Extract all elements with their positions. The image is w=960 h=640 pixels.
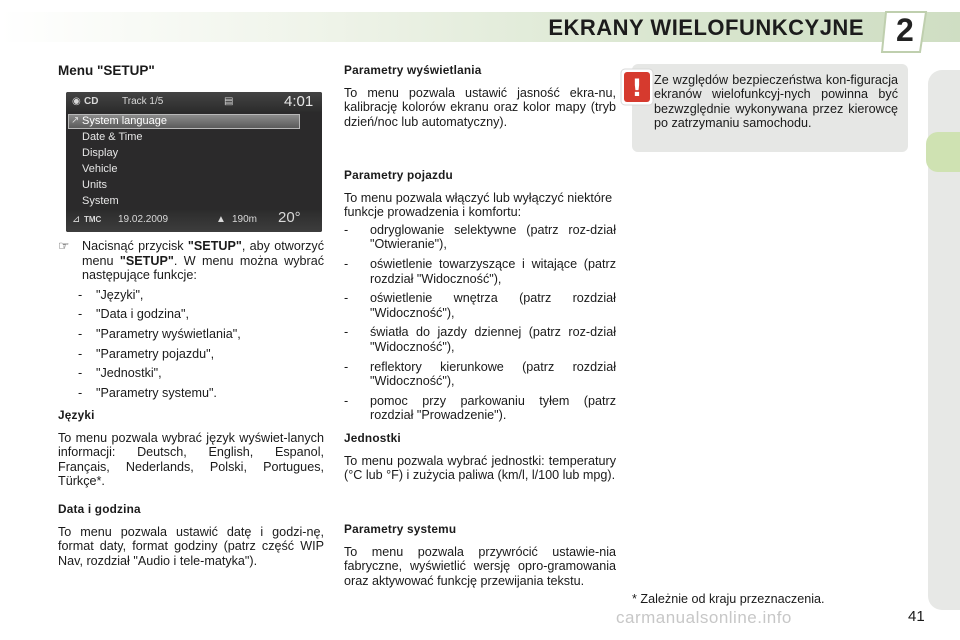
screen-menu-item: System language: [82, 115, 167, 127]
screen-track: Track 1/5: [122, 96, 164, 107]
list-item: - pomoc przy parkowaniu tyłem (patrz rozdział "Prowadzenie").: [344, 394, 616, 423]
list-item: - "Języki",: [78, 288, 324, 303]
screen-arrow-icon: ▲: [216, 214, 226, 225]
list-item: - "Parametry pojazdu",: [78, 347, 324, 362]
list-item: - "Data i godzina",: [78, 307, 324, 322]
vehicle-params-list: [344, 223, 616, 423]
display-params-title: Parametry wyświetlania: [344, 63, 482, 77]
units-text: To menu pozwala wybrać jednostki: temperatury (°C lub °F) i zużycia paliwa (km/l, l/100 lub mpg).: [344, 453, 616, 483]
setup-menu-name: "SETUP": [119, 253, 174, 268]
screen-menu-item: Date & Time: [82, 131, 143, 143]
chapter-side-tab[interactable]: [926, 132, 960, 172]
list-item: - odryglowanie selektywne (patrz roz-dział "Otwieranie"),: [344, 223, 616, 252]
warning-symbol: !: [631, 74, 643, 102]
data-godzina-title: Data i godzina: [58, 502, 141, 516]
screen-source: CD: [84, 96, 99, 107]
vehicle-params-text: To menu pozwala włączyć lub wyłączyć niektóre funkcje prowadzenia i komfortu:: [344, 190, 613, 220]
display-params-section: [344, 63, 616, 129]
warning-exclamation-icon: [620, 68, 654, 106]
system-params-text: To menu pozwala przywrócić ustawie-nia fabryczne, wyświetlić wersję opro-gramowania oraz aktywować funkcję przewijania tekstu.: [344, 544, 616, 588]
intro-text: , aby otworzyć menu: [82, 239, 324, 268]
screen-road-icon: ⊿: [72, 214, 81, 225]
list-item: - oświetlenie wnętrza (patrz rozdział "Widoczność"),: [344, 291, 616, 320]
screen-tmc: TMC: [84, 215, 102, 224]
system-params-title: Parametry systemu: [344, 522, 457, 536]
menu-setup-title: Menu "SETUP": [58, 63, 155, 78]
screen-menu-item: Units: [82, 179, 108, 191]
screen-distance: 190m: [232, 214, 258, 225]
units-section: [344, 431, 616, 483]
data-godzina-text: To menu pozwala ustawić datę i godzi-nę, format daty, format godziny (patrz część WIP Nav, rozdział "Audio i tele-matyka").: [58, 524, 324, 568]
chapter-number: 2: [896, 12, 914, 48]
list-item: - "Parametry wyświetlania",: [78, 327, 324, 342]
screen-menu-item: Vehicle: [82, 163, 118, 175]
intro-text: Nacisnąć przycisk: [82, 239, 188, 253]
system-params-section: [344, 522, 616, 588]
vehicle-params-section: [344, 168, 616, 424]
display-params-text: To menu pozwala ustawić jasność ekra-nu, kalibrację kolorów ekranu oraz kolor mapy (tryb dzień/noc lub automatyczny).: [344, 85, 616, 129]
setup-button-name: "SETUP": [187, 239, 242, 253]
watermark: carmanualsonline.info: [616, 608, 792, 627]
list-item: - reflektory kierunkowe (patrz rozdział "Widoczność"),: [344, 360, 616, 389]
safety-warning-text: Ze względów bezpieczeństwa kon-figuracja ekranów wielofunkcyj-nych powinna być bezwzględnie wykonywana przez kierowcę po zatrzymaniu samochodu.: [654, 73, 898, 130]
display-screenshot: [66, 92, 322, 232]
screen-time: 4:01: [284, 93, 314, 110]
list-item: - oświetlenie towarzyszące i witające (patrz rozdział "Widoczność"),: [344, 257, 616, 286]
screen-temperature: 20°: [278, 209, 301, 226]
vehicle-params-title: Parametry pojazdu: [344, 168, 453, 182]
units-title: Jednostki: [344, 431, 401, 445]
function-list: [78, 288, 324, 401]
screen-menu-item: Display: [82, 147, 119, 159]
list-item: - "Parametry systemu".: [78, 386, 324, 401]
screen-disc-icon: ▤: [224, 96, 234, 107]
footnote: * Zależnie od kraju przeznaczenia.: [632, 592, 825, 606]
screen-menu-item: System: [82, 195, 119, 207]
jezyki-text: To menu pozwala wybrać język wyświet-lanych informacji: Deutsch, English, Espanol, Français, Nederlands, Polski, Portugues, Türkçe*.: [58, 430, 324, 489]
data-godzina-section: [58, 502, 324, 568]
list-item: - "Jednostki",: [78, 366, 324, 381]
finger-pointer-icon: ☞: [58, 239, 70, 253]
page-number: 41: [908, 608, 925, 625]
page-title: EKRANY WIELOFUNKCYJNE: [548, 15, 864, 40]
intro-text: . W menu można wybrać następujące funkcje:: [82, 253, 324, 283]
setup-intro: [58, 239, 324, 400]
intro-paragraph: [58, 239, 324, 283]
page-header: [0, 0, 960, 46]
screen-pointer-icon: ↗: [71, 115, 80, 126]
screen-date: 19.02.2009: [118, 214, 169, 225]
list-item: - światła do jazdy dziennej (patrz roz-dział "Widoczność"),: [344, 325, 616, 354]
jezyki-title: Języki: [58, 408, 95, 422]
menu-setup-section: [58, 64, 324, 79]
jezyki-section: [58, 408, 324, 489]
screen-cd-icon: ◉: [72, 96, 81, 107]
